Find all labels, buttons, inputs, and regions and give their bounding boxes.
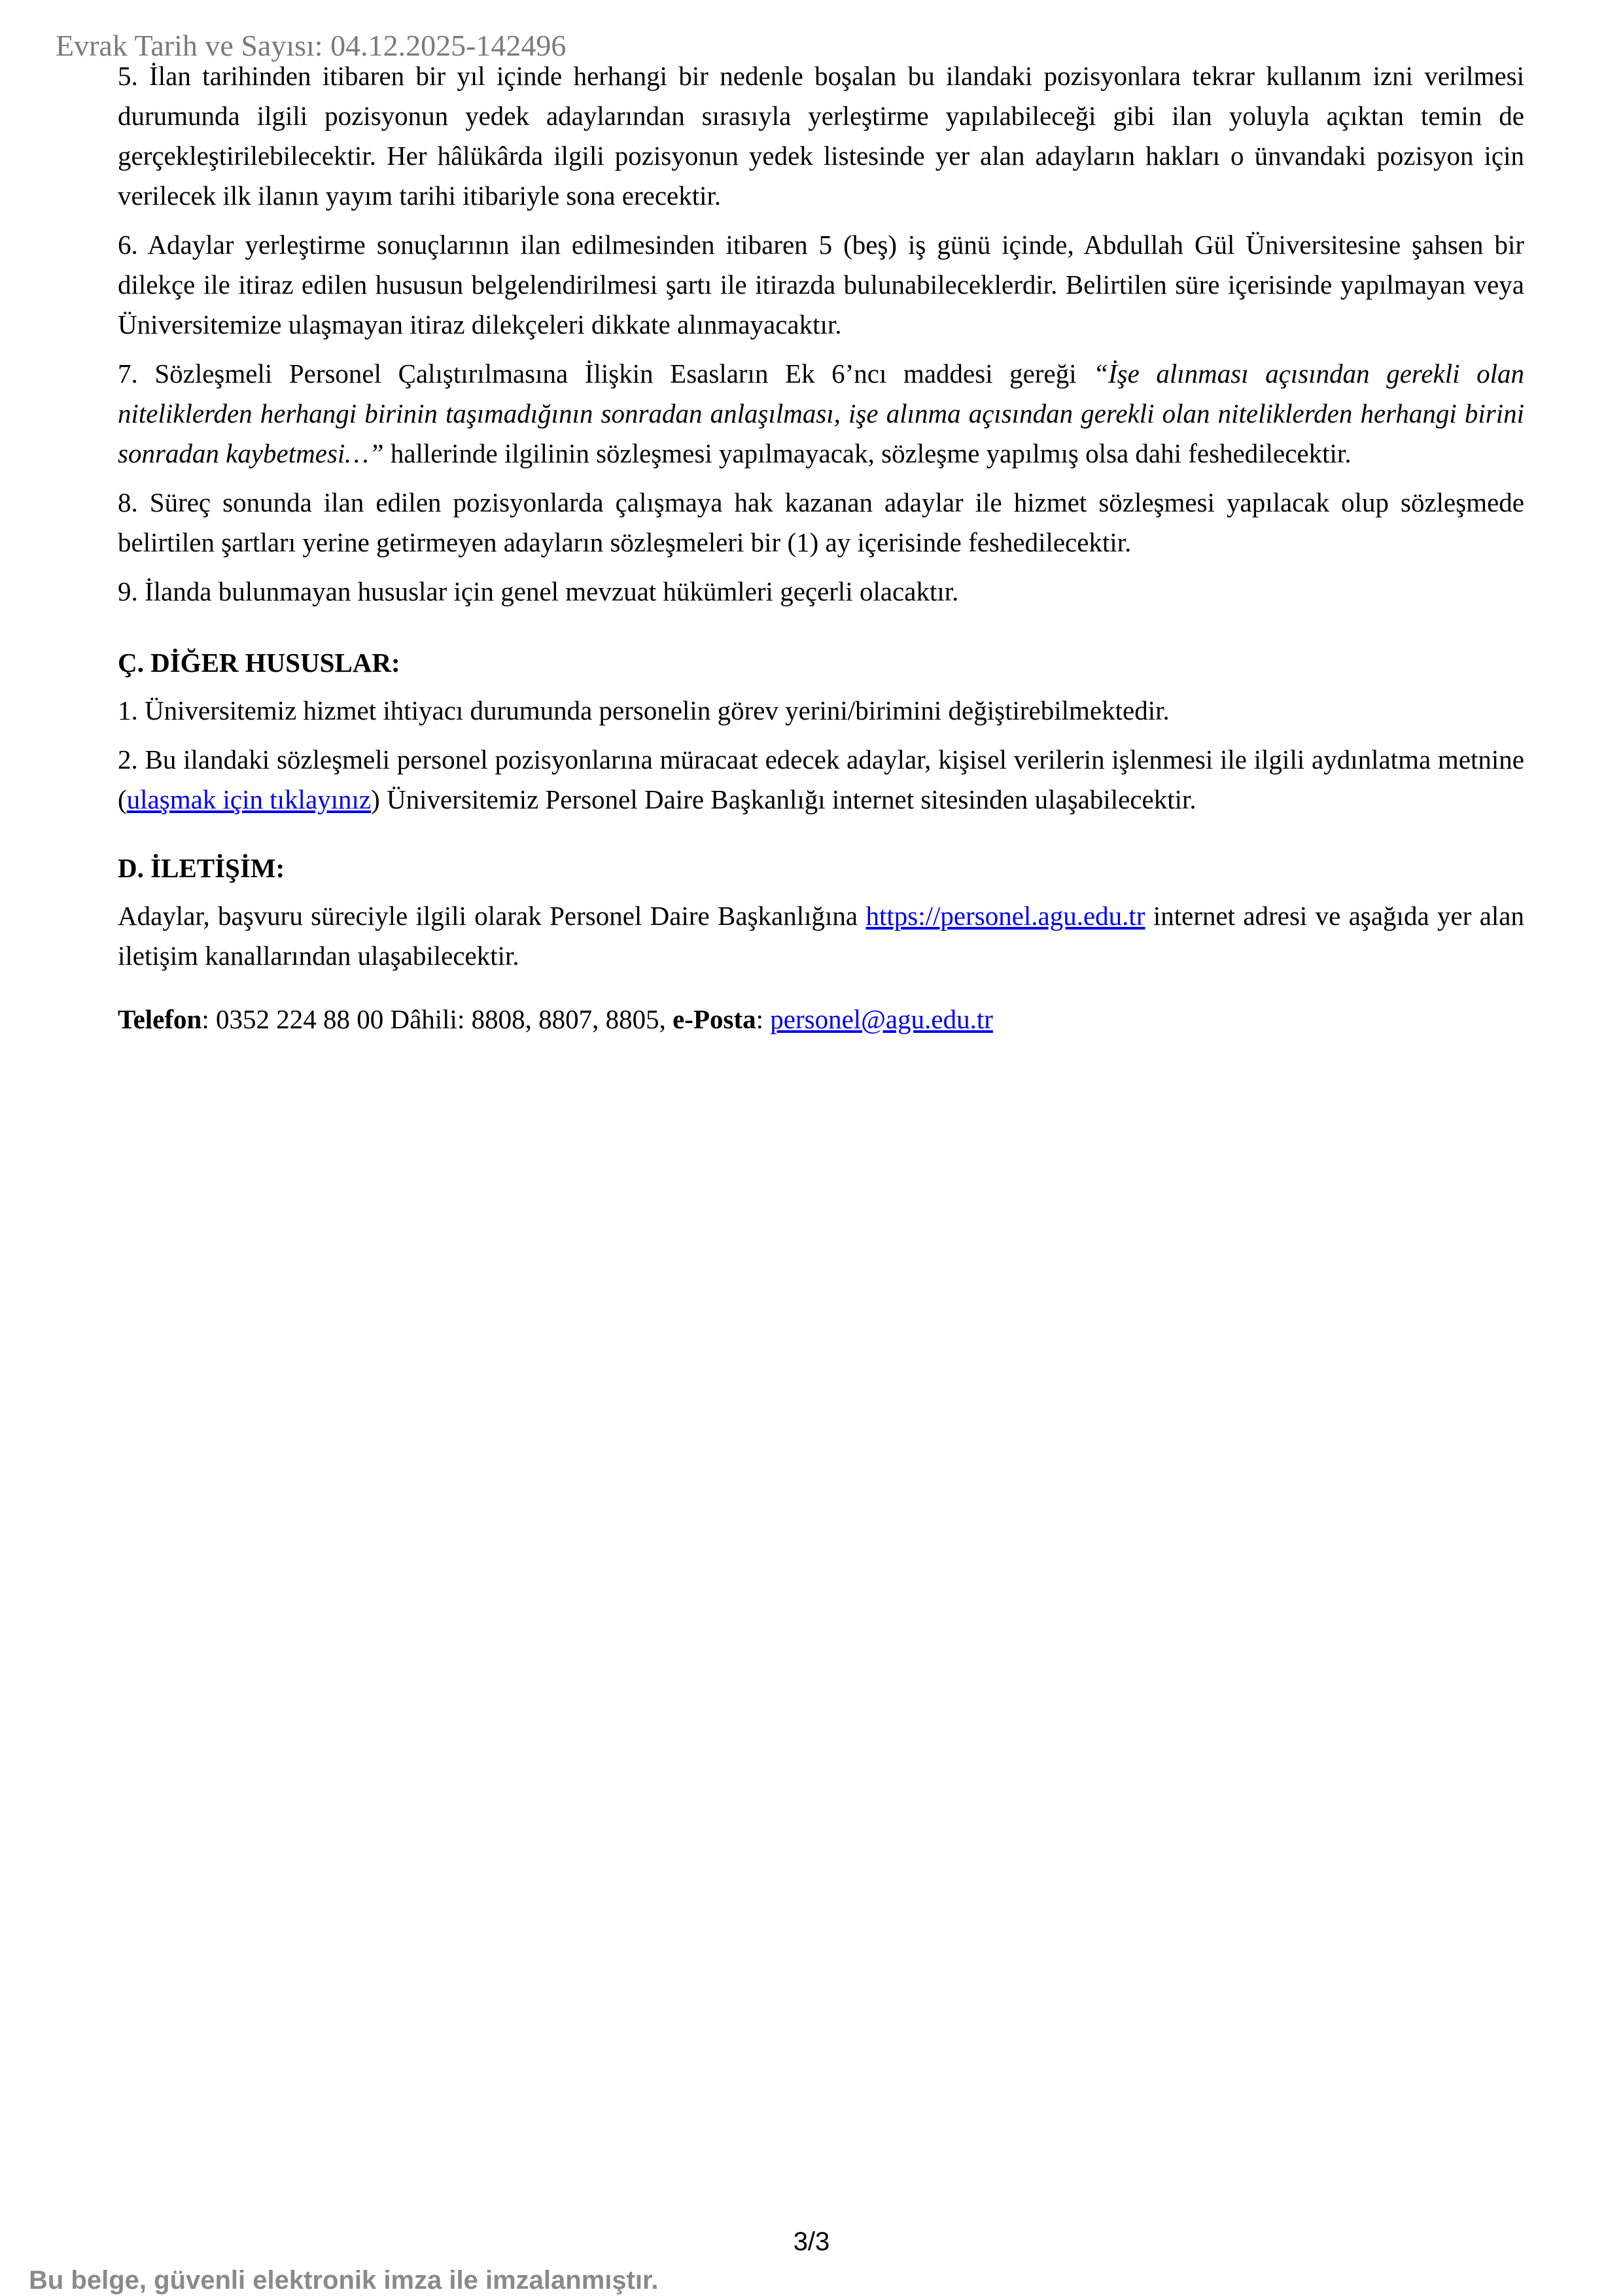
list-item-7-text-end: hallerinde ilgilinin sözleşmesi yapılmayacak, sözleşme yapılmış olsa dahi feshedilecektir. [383, 438, 1352, 468]
list-item-6: 6. Adaylar yerleştirme sonuçlarının ilan edilmesinden itibaren 5 (beş) iş günü içinde, Abdullah Gül Üniversitesine şahsen bir dilekçe ile itiraz edilen hususun belgelendirilmesi şartı ile itirazda bulunabileceklerdir. Belirtilen süre içerisinde yapılmayan veya Üniversitemize ulaşmayan itiraz dilekçeleri dikkate alınmayacaktır. [118, 230, 1524, 339]
contact-details [118, 1000, 1524, 1039]
contact-paragraph [118, 896, 1524, 976]
e-signature-note: Bu belge, güvenli elektronik imza ile imzalanmıştır. [29, 2266, 659, 2295]
list-item-9: 9. İlanda bulunmayan hususlar için genel mevzuat hükümleri geçerli olacaktır. [118, 576, 959, 606]
other-matters-item-2-text-end: ) Üniversitemiz Personel Daire Başkanlığı internet sitesinden ulaşabilecektir. [371, 784, 1196, 814]
other-matters-item-2-text-start: 2. Bu ilandaki sözleşmeli personel pozisyonlarına müracaat edecek adaylar, kişisel verilerin işlenmesi ile ilgili aydınlatma metnine ( [118, 744, 1524, 814]
list-item-7 [118, 354, 1524, 474]
phone-value: : 0352 224 88 00 Dâhili: 8808, 8807, 8805, [201, 1004, 673, 1034]
phone-label: Telefon [118, 1004, 202, 1034]
privacy-notice-link[interactable]: ulaşmak için tıklayınız [126, 784, 372, 814]
document-date-number-stamp: Evrak Tarih ve Sayısı: 04.12.2025-142496 [56, 29, 567, 62]
personnel-website-link[interactable]: https://personel.agu.edu.tr [865, 901, 1145, 931]
contact-paragraph-text-start: Adaylar, başvuru süreciyle ilgili olarak Personel Daire Başkanlığına [118, 901, 866, 931]
email-link[interactable]: personel@agu.edu.tr [770, 1004, 993, 1034]
other-matters-item-1: 1. Üniversitemiz hizmet ihtiyacı durumunda personelin görev yerini/birimini değiştirebilmektedir. [118, 695, 1170, 725]
section-heading-contact: D. İLETİŞİM: [118, 853, 285, 883]
page-number: 3/3 [793, 2227, 830, 2256]
email-separator: : [756, 1004, 771, 1034]
list-item-5: 5. İlan tarihinden itibaren bir yıl içinde herhangi bir nedenle boşalan bu ilandaki pozisyonlara tekrar kullanım izni verilmesi durumunda ilgili pozisyonun yedek adaylarından sırasıyla yerleştirme yapılabileceği gibi ilan yoluyla açıktan temin de gerçekleştirilebilecektir. Her hâlükârda ilgili pozisyonun yedek listesinde yer alan adayların hakları o ünvandaki pozisyon için verilecek ilk ilanın yayım tarihi itibariyle sona erecektir. [118, 61, 1524, 211]
contact-paragraph-text-end: internet adresi ve aşağıda yer alan iletişim kanallarından ulaşabilecektir. [118, 901, 1524, 971]
section-heading-other-matters: Ç. DİĞER HUSUSLAR: [118, 648, 400, 678]
list-item-7-quote: “İşe alınması açısından gerekli olan niteliklerden herhangi birinin taşımadığının sonradan anlaşılması, işe alınma açısından gerekli olan niteliklerden herhangi birini sonradan kaybetmesi…” [118, 358, 1524, 468]
email-label: e-Posta [672, 1004, 756, 1034]
document-body [118, 56, 1524, 1049]
other-matters-item-2 [118, 740, 1524, 820]
list-item-8: 8. Süreç sonunda ilan edilen pozisyonlarda çalışmaya hak kazanan adaylar ile hizmet sözleşmesi yapılacak olup sözleşmede belirtilen şartları yerine getirmeyen adayların sözleşmeleri bir (1) ay içerisinde feshedilecektir. [118, 487, 1524, 557]
list-item-7-text-start: 7. Sözleşmeli Personel Çalıştırılmasına İlişkin Esasların Ek 6’ncı maddesi gereği [118, 358, 1094, 389]
